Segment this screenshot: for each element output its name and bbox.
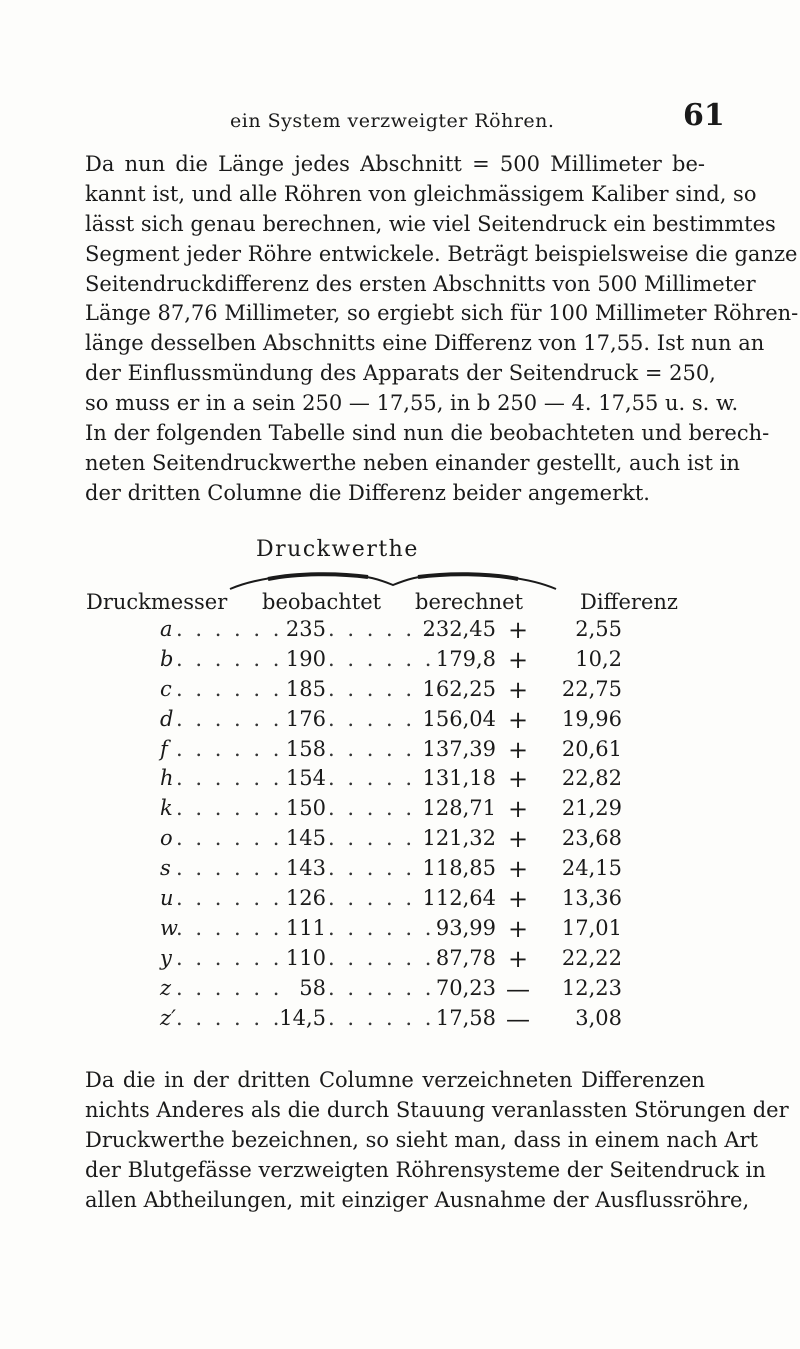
table-row (0, 766, 800, 796)
leader-dots: . . . . . . (328, 886, 435, 911)
text-line: neten Seitendruckwerthe neben einander gestellt, auch ist in (85, 450, 740, 475)
observed-value: 176 (285, 706, 326, 731)
pressure-table (0, 617, 800, 1035)
difference-sign: + (507, 675, 529, 704)
meter-label: y (160, 945, 172, 970)
difference-value: 24,15 (561, 856, 622, 881)
paragraph-intro (85, 150, 799, 509)
difference-sign: + (507, 645, 529, 674)
leader-dots: . . . . . . (176, 1005, 283, 1030)
leader-dots: . . . . . . (176, 736, 283, 761)
meter-label: w (160, 915, 178, 940)
observed-value: 126 (285, 886, 326, 911)
computed-value: 87,78 (435, 945, 496, 970)
meter-label: a (160, 617, 173, 641)
leader-dots: . . . . . . (328, 766, 435, 791)
table-row (0, 976, 800, 1006)
leader-dots: . . . . . . (328, 617, 435, 641)
text-line: lässt sich genau berechnen, wie viel Seitendruck ein bestimmtes (85, 211, 776, 236)
difference-sign: + (507, 885, 529, 914)
difference-sign: + (507, 825, 529, 854)
difference-value: 2,55 (575, 617, 622, 641)
running-title: ein System verzweigter Röhren. (230, 110, 555, 132)
leader-dots: . . . . . . (176, 856, 283, 881)
leader-dots: . . . . . . (328, 646, 435, 671)
difference-value: 3,08 (575, 1005, 622, 1030)
difference-sign: + (507, 855, 529, 884)
observed-value: 111 (285, 915, 326, 940)
leader-dots: . . . . . . (328, 975, 435, 1000)
observed-value: 14,5 (279, 1005, 326, 1030)
difference-sign: + (507, 765, 529, 794)
text-line: Druckwerthe bezeichnen, so sieht man, dass in einem nach Art (85, 1127, 758, 1152)
text-line: so muss er in a sein 250 — 17,55, in b 250 — 4. 17,55 u. s. w. (85, 391, 739, 416)
computed-value: 128,71 (422, 796, 496, 821)
difference-value: 23,68 (561, 826, 622, 851)
table-row (0, 617, 800, 647)
computed-value: 118,85 (422, 856, 496, 881)
computed-value: 162,25 (422, 676, 496, 701)
leader-dots: . . . . . . (176, 646, 283, 671)
observed-value: 143 (285, 856, 326, 881)
meter-label: k (160, 796, 173, 821)
table-row (0, 886, 800, 916)
observed-value: 58 (299, 975, 326, 1000)
text-line: der Einflussmündung des Apparats der Seitendruck = 250, (85, 361, 716, 386)
page-header (0, 80, 800, 140)
computed-value: 93,99 (435, 915, 496, 940)
difference-value: 22,82 (561, 766, 622, 791)
table-header-row (0, 590, 800, 620)
text-line: Länge 87,76 Millimeter, so ergiebt sich für 100 Millimeter Röhren- (85, 301, 799, 326)
table-row (0, 796, 800, 826)
observed-value: 110 (285, 945, 326, 970)
text-line: Da die in der dritten Columne verzeichneten Differenzen (85, 1068, 705, 1092)
leader-dots: . . . . . . (176, 676, 283, 701)
leader-dots: . . . . . . (328, 945, 435, 970)
leader-dots: . . . . . . (328, 706, 435, 731)
difference-value: 19,96 (561, 706, 622, 731)
difference-value: 20,61 (561, 736, 622, 761)
difference-value: 17,01 (561, 915, 622, 940)
paragraph-conclusion (85, 1066, 789, 1215)
computed-value: 131,18 (422, 766, 496, 791)
leader-dots: . . . . . . (176, 617, 283, 641)
meter-label: c (160, 676, 172, 701)
difference-sign: + (507, 944, 529, 973)
observed-value: 158 (285, 736, 326, 761)
column-header-difference: Differenz (580, 590, 678, 614)
meter-label: o (160, 826, 173, 851)
leader-dots: . . . . . . (328, 796, 435, 821)
computed-value: 112,64 (422, 886, 496, 911)
leader-dots: . . . . . . (176, 975, 283, 1000)
table-title: Druckwerthe (256, 537, 419, 562)
difference-value: 10,2 (575, 646, 622, 671)
meter-label: h (160, 766, 174, 791)
computed-value: 156,04 (422, 706, 496, 731)
page-number: 61 (683, 98, 725, 133)
leader-dots: . . . . . . (176, 945, 283, 970)
meter-label: u (160, 886, 174, 911)
table-row (0, 707, 800, 737)
computed-value: 179,8 (435, 646, 496, 671)
meter-label: b (160, 646, 174, 671)
difference-sign: + (507, 616, 529, 644)
computed-value: 17,58 (435, 1005, 496, 1030)
difference-sign: + (507, 735, 529, 764)
leader-dots: . . . . . . (328, 736, 435, 761)
text-line: In der folgenden Tabelle sind nun die beobachteten und berech- (85, 421, 770, 446)
leader-dots: . . . . . . (176, 766, 283, 791)
leader-dots: . . . . . . (176, 826, 283, 851)
text-line: länge desselben Abschnitts eine Differenz von 17,55. Ist nun an (85, 331, 765, 356)
leader-dots: . . . . . . (176, 796, 283, 821)
observed-value: 190 (285, 646, 326, 671)
text-line: Segment jeder Röhre entwickele. Beträgt beispielsweise die ganze (85, 241, 798, 266)
meter-label: f (160, 736, 168, 761)
leader-dots: . . . . . . (328, 676, 435, 701)
leader-dots: . . . . . . (176, 706, 283, 731)
computed-value: 70,23 (435, 975, 496, 1000)
table-row (0, 647, 800, 677)
difference-value: 22,22 (561, 945, 622, 970)
difference-sign: + (507, 795, 529, 824)
difference-sign: — (506, 974, 530, 1003)
computed-value: 232,45 (422, 617, 496, 641)
difference-sign: — (506, 1004, 530, 1033)
text-line: Seitendruckdifferenz des ersten Abschnitts von 500 Millimeter (85, 271, 756, 296)
column-header-computed: berechnet (415, 590, 524, 614)
leader-dots: . . . . . . (328, 856, 435, 881)
difference-value: 13,36 (561, 886, 622, 911)
table-row (0, 946, 800, 976)
observed-value: 235 (285, 617, 326, 641)
meter-label: d (160, 706, 174, 731)
column-header-observed: beobachtet (262, 590, 382, 614)
leader-dots: . . . . . . (328, 915, 435, 940)
table-row (0, 1006, 800, 1036)
column-header-meter: Druckmesser (86, 590, 228, 614)
difference-value: 21,29 (561, 796, 622, 821)
observed-value: 150 (285, 796, 326, 821)
table-row (0, 826, 800, 856)
leader-dots: . . . . . . (176, 886, 283, 911)
text-line: Da nun die Länge jedes Abschnitt = 500 Millimeter be- (85, 152, 705, 176)
table-row (0, 916, 800, 946)
leader-dots: . . . . . . (176, 915, 283, 940)
leader-dots: . . . . . . (328, 826, 435, 851)
difference-sign: + (507, 914, 529, 943)
difference-value: 22,75 (561, 676, 622, 701)
brace-ornament (228, 569, 558, 591)
text-line: kannt ist, und alle Röhren von gleichmässigem Kaliber sind, so (85, 181, 757, 206)
text-line: allen Abtheilungen, mit einziger Ausnahme der Ausflussröhre, (85, 1187, 750, 1212)
meter-label: s (160, 856, 171, 881)
observed-value: 154 (285, 766, 326, 791)
difference-sign: + (507, 705, 529, 734)
observed-value: 145 (285, 826, 326, 851)
table-row (0, 856, 800, 886)
difference-value: 12,23 (561, 975, 622, 1000)
meter-label: z′ (160, 1005, 176, 1030)
text-line: der dritten Columne die Differenz beider angemerkt. (85, 480, 650, 505)
table-row (0, 737, 800, 767)
text-line: nichts Anderes als die durch Stauung veranlassten Störungen der (85, 1097, 789, 1122)
observed-value: 185 (285, 676, 326, 701)
table-row (0, 677, 800, 707)
leader-dots: . . . . . . (328, 1005, 435, 1030)
computed-value: 137,39 (422, 736, 496, 761)
computed-value: 121,32 (422, 826, 496, 851)
text-line: der Blutgefässe verzweigten Röhrensysteme der Seitendruck in (85, 1157, 766, 1182)
meter-label: z (160, 975, 172, 1000)
